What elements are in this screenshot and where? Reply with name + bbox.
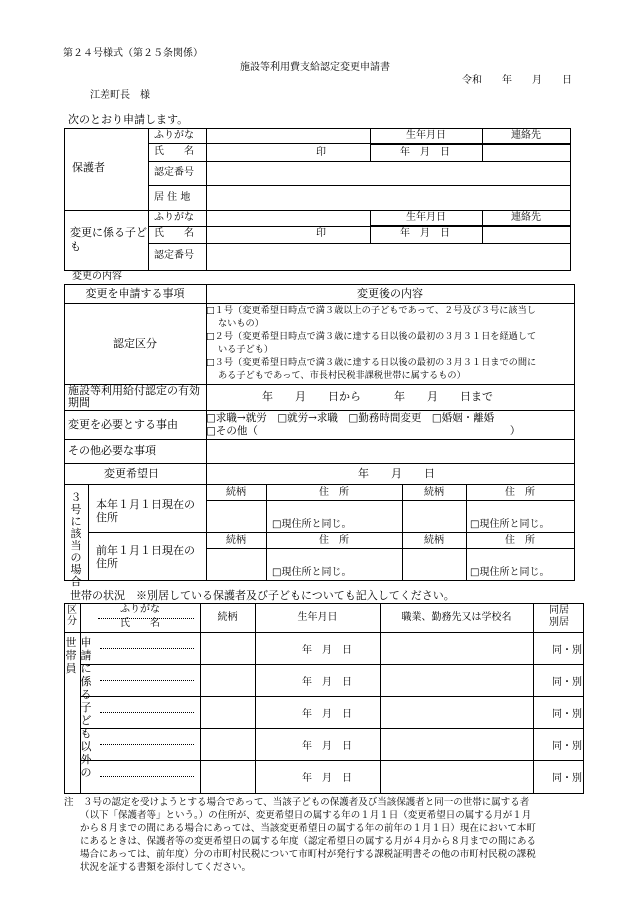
category-option-3[interactable]: □３号（変更希望日時点で満３歳に達する日以後の最初の３月３１日までの間に — [206, 357, 537, 368]
note-line-6: 状況を証する書類を添付してください。 — [80, 862, 252, 873]
household-live-col: 同居別居 — [549, 605, 569, 628]
guardian-address-label: 居 住 地 — [154, 192, 191, 203]
child-seal: 印 — [316, 228, 326, 239]
household-job-col: 職業、勤務先又は学校名 — [401, 612, 512, 623]
reason-label: 変更を必要とする事由 — [68, 418, 178, 431]
household-kubun-label: 区分 — [67, 605, 77, 627]
guardian-birth-label: 生年月日 — [406, 130, 446, 141]
child-section-label: 変更に係る子ども — [70, 226, 147, 253]
guardian-contact-label: 連絡先 — [511, 130, 541, 141]
household-relation-col: 続柄 — [217, 612, 238, 623]
address-col-4: 住 所 — [505, 535, 535, 546]
household-row3-live[interactable]: 同・別 — [552, 709, 582, 720]
change-heading: 変更の内容 — [72, 271, 122, 282]
relation-col-2: 続柄 — [424, 487, 444, 498]
note-line-4: にあるときは、保護者等の変更希望日の属する年度（認定希望日の属する月が４月から８月までの間にある — [80, 836, 537, 847]
address-col-2: 住 所 — [505, 487, 535, 498]
guardian-cert-label: 認定番号 — [154, 167, 194, 178]
form-number: 第２４号様式（第２５条関係） — [63, 48, 203, 59]
household-row1-birth[interactable]: 年 月 日 — [302, 645, 352, 656]
relation-col-1: 続柄 — [226, 487, 246, 498]
same-address-check-3[interactable]: □現住所と同じ。 — [272, 567, 352, 578]
guardian-furigana-label: ふりがな — [154, 130, 194, 141]
category-option-1[interactable]: □１号（変更希望日時点で満３歳以上の子どもであって、２号及び３号に該当し — [206, 305, 536, 316]
change-col-item: 変更を申請する事項 — [85, 287, 185, 300]
change-col-after: 変更後の内容 — [357, 287, 423, 300]
wish-date-value[interactable]: 年 月 日 — [358, 467, 435, 480]
household-birth-col: 生年月日 — [297, 612, 338, 623]
child-contact-label: 連絡先 — [511, 212, 541, 223]
category-option-1-cont: ないもの） — [218, 318, 264, 329]
relation-col-3: 続柄 — [226, 535, 246, 546]
category-option-3-cont: ある子どもであって、市長村民税非課税世帯に属するもの） — [218, 370, 466, 381]
household-row2-live[interactable]: 同・別 — [552, 677, 582, 688]
jan-last-year-label: 前年１月１日現在の住所 — [96, 544, 195, 570]
guardian-seal: 印 — [316, 147, 326, 158]
household-side-label: 世帯員 — [65, 636, 77, 675]
other-required-label: その他必要な事項 — [68, 444, 156, 457]
no3-case-label: ３号に該当の場合 — [70, 491, 82, 588]
guardian-name-label: 氏 名 — [154, 146, 194, 157]
jan-this-year-label: 本年１月１日現在の住所 — [96, 498, 195, 524]
period-value[interactable]: 年 月 日から 年 月 日まで — [262, 390, 493, 403]
address-col-3: 住 所 — [319, 535, 349, 546]
note-line-2: （以下「保護者等」という。）の住所が、変更希望日の属する年の１月１日（変更希望日の属する月が１月 — [80, 810, 532, 821]
relation-col-4: 続柄 — [424, 535, 444, 546]
child-name-label: 氏 名 — [154, 228, 194, 239]
household-row3-birth[interactable]: 年 月 日 — [302, 709, 352, 720]
address-col-1: 住 所 — [319, 487, 349, 498]
period-label: 施設等利用給付認定の有効期間 — [68, 384, 200, 409]
category-option-2-cont: いる子ども） — [218, 344, 274, 355]
guardian-birth-value[interactable]: 年 月 日 — [400, 147, 450, 158]
note-line-3: から８月までの間にある場合にあっては、当該変更希望日の属する年の前年の１月１日）現在において本町 — [80, 823, 536, 834]
guardian-section-label: 保護者 — [72, 161, 105, 174]
note-line-5: 場合にあっては、前年度）分の市町村民税について市町村が発行する課税証明書その他の市町村民税の課税 — [80, 849, 536, 860]
household-row4-birth[interactable]: 年 月 日 — [302, 741, 352, 752]
household-row4-live[interactable]: 同・別 — [552, 741, 582, 752]
child-furigana-label: ふりがな — [154, 212, 194, 223]
note-line-1: 注 ３号の認定を受けようとする場合であって、当該子どもの保護者及び当該保護者と同一の世帯に属する者 — [64, 797, 530, 808]
household-side-label-2: 申請に係る子ども以外の — [80, 636, 92, 779]
household-row5-birth[interactable]: 年 月 日 — [302, 773, 352, 784]
wish-date-label: 変更希望日 — [104, 467, 159, 480]
same-address-check-1[interactable]: □現住所と同じ。 — [272, 519, 352, 530]
date-line: 令和 年 月 日 — [462, 75, 572, 86]
child-cert-label: 認定番号 — [154, 250, 194, 261]
same-address-check-4[interactable]: □現住所と同じ。 — [470, 567, 550, 578]
household-heading: 世帯の状況 ※別居している保護者及び子どもについても記入してください。 — [70, 589, 455, 602]
child-birth-label: 生年月日 — [406, 212, 446, 223]
household-row2-birth[interactable]: 年 月 日 — [302, 677, 352, 688]
household-furigana-label: ふりがな — [120, 604, 160, 615]
addressee: 江差町長 様 — [90, 90, 150, 101]
form-title: 施設等利用費支給認定変更申請書 — [240, 62, 390, 73]
same-address-check-2[interactable]: □現住所と同じ。 — [470, 519, 550, 530]
household-name-label: 氏 名 — [120, 618, 160, 629]
reason-options[interactable]: □求職→就労 □就労→求職 □勤務時間変更 □婚姻・離婚 — [206, 412, 495, 424]
child-birth-value[interactable]: 年 月 日 — [400, 228, 450, 239]
household-row5-live[interactable]: 同・別 — [552, 773, 582, 784]
category-option-2[interactable]: □２号（変更希望日時点で満３歳に達する日以後の最初の３月３１日を経過して — [206, 331, 537, 342]
household-row1-live[interactable]: 同・別 — [552, 645, 582, 656]
reason-other[interactable]: □その他（ ） — [206, 425, 521, 437]
intro-text: 次のとおり申請します。 — [68, 113, 189, 126]
category-label: 認定区分 — [113, 337, 157, 350]
